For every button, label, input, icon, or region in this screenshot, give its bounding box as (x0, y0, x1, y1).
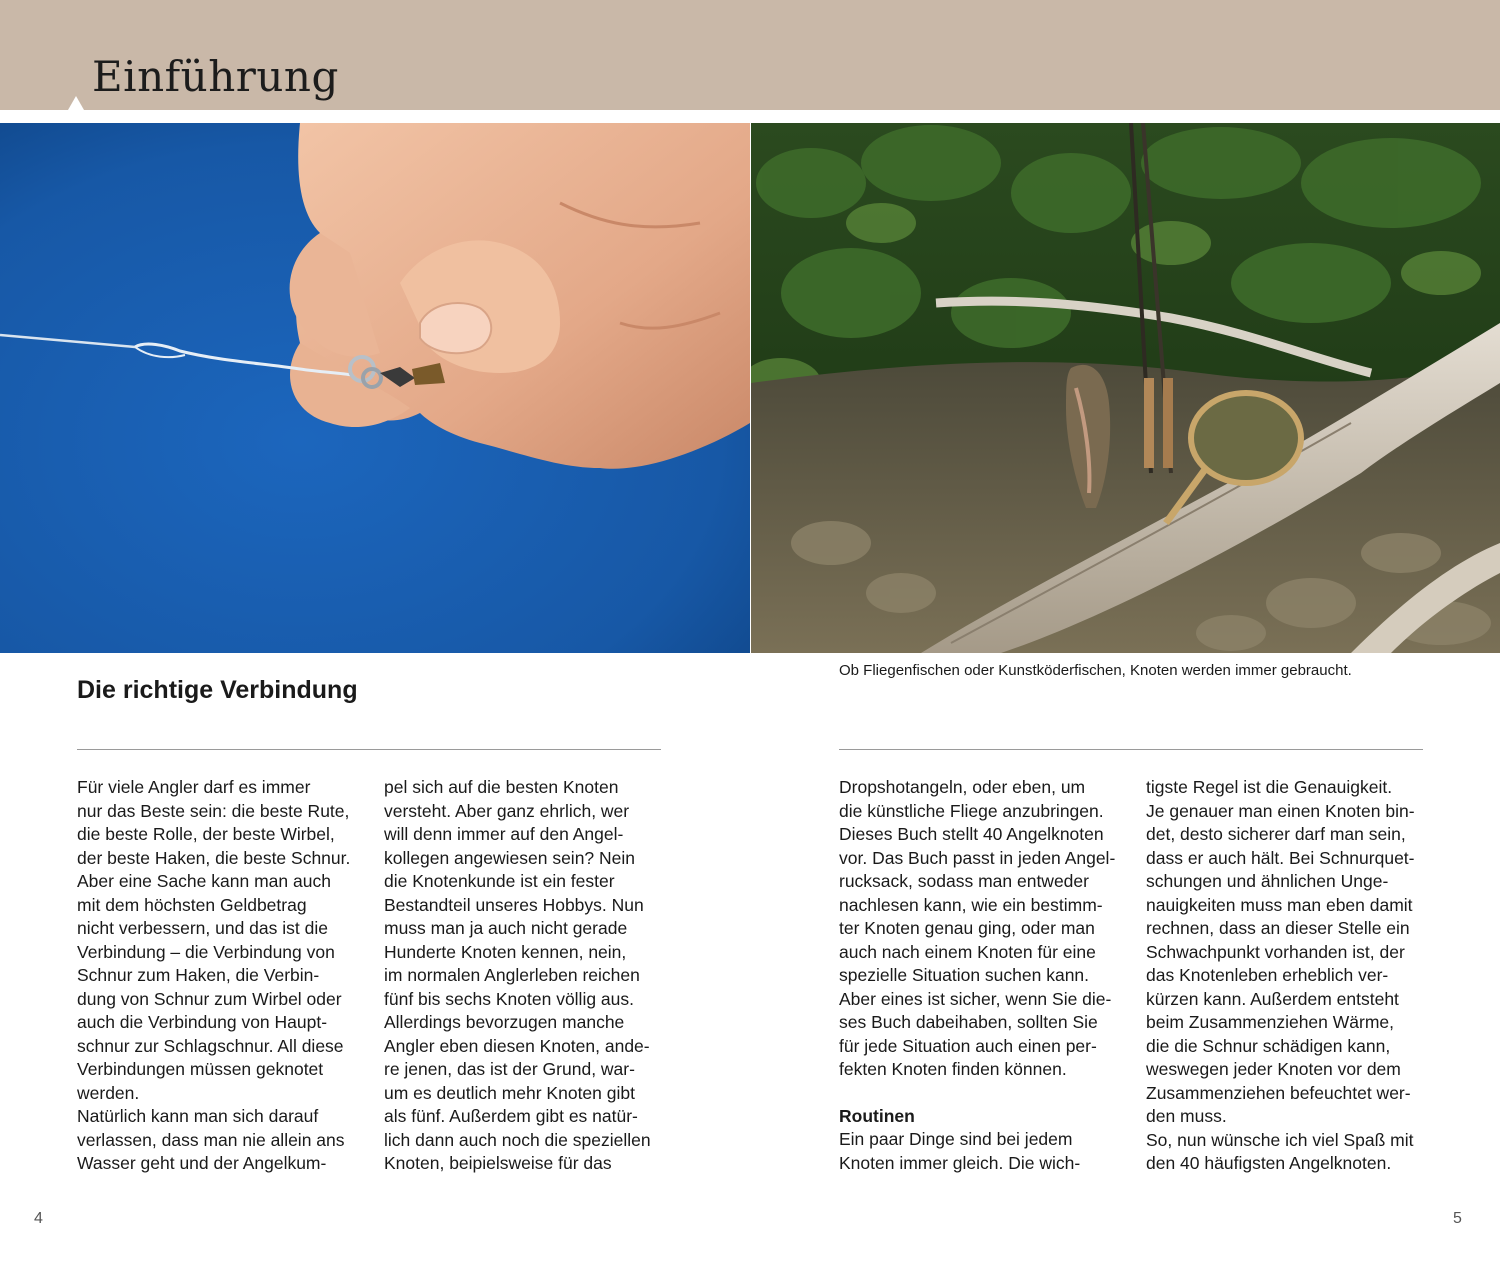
text-line: nachlesen kann, wie ein bestimm- (839, 894, 1103, 915)
text-line: So, nun wünsche ich viel Spaß mit (1146, 1129, 1414, 1150)
section-title: Die richtige Verbindung (77, 676, 358, 704)
text-line: Ein paar Dinge sind bei jedem (839, 1129, 1073, 1149)
text-line: nauigkeiten muss man eben damit (1146, 894, 1413, 915)
text-line: auch nach einem Knoten für eine (839, 941, 1096, 962)
header-notch (68, 96, 84, 110)
text-line: Knoten immer gleich. Die wich- (839, 1152, 1081, 1173)
text-line: rucksack, sodass man entweder (839, 871, 1089, 891)
text-line: Für viele Angler darf es immer (77, 777, 311, 797)
text-line: ses Buch dabeihaben, sollten Sie (839, 1012, 1098, 1032)
page-number-left: 4 (34, 1210, 43, 1227)
chapter-title: Einführung (92, 52, 339, 101)
page-number-right: 5 (1453, 1210, 1462, 1227)
text-line: für jede Situation auch einen per- (839, 1035, 1097, 1056)
text-line: vor. Das Buch passt in jeden Angel- (839, 847, 1116, 868)
text-line: Dieses Buch stellt 40 Angelknoten (839, 824, 1104, 844)
text-line: mit dem höchsten Geldbetrag (77, 894, 307, 915)
text-line: ter Knoten genau ging, oder man (839, 918, 1095, 938)
text-line: die die Schnur schädigen kann, (1146, 1035, 1391, 1056)
text-line: Allerdings bevorzugen manche (384, 1012, 625, 1032)
text-line: re jenen, das ist der Grund, war- (384, 1059, 635, 1079)
text-line: Hunderte Knoten kennen, nein, (384, 941, 627, 962)
text-line: Dropshotangeln, oder eben, um (839, 777, 1086, 797)
divider-right (839, 749, 1423, 750)
text-line: weswegen jeder Knoten vor dem (1146, 1059, 1401, 1079)
text-line: nur das Beste sein: die beste Rute, (77, 800, 350, 821)
text-line: Knoten, beipielsweise für das (384, 1153, 612, 1173)
text-line: die Knotenkunde ist ein fester (384, 871, 615, 891)
text-line: den 40 häufigsten Angelknoten. (1146, 1153, 1392, 1173)
text-line: um es deutlich mehr Knoten gibt (384, 1082, 635, 1103)
text-line: tigste Regel ist die Genauigkeit. (1146, 777, 1393, 797)
text-line: Schnur zum Haken, die Verbin- (77, 965, 320, 985)
text-line: muss man ja auch nicht gerade (384, 918, 628, 938)
photo-caption: Ob Fliegenfischen oder Kunstköderfischen, Knoten werden immer gebraucht. (839, 662, 1352, 679)
text-line: Schwachpunkt vorhanden ist, der (1146, 941, 1405, 962)
text-line: dung von Schnur zum Wirbel oder (77, 988, 342, 1009)
text-line: dass er auch hält. Bei Schnurquet- (1146, 847, 1415, 868)
text-line: spezielle Situation suchen kann. (839, 965, 1090, 985)
text-line: das Knotenleben erheblich ver- (1146, 965, 1389, 985)
text-line: kürzen kann. Außerdem entsteht (1146, 988, 1399, 1009)
fishing-log-photo (751, 123, 1500, 653)
text-line: der beste Haken, die beste Schnur. (77, 847, 351, 868)
text-line: kollegen angewiesen sein? Nein (384, 847, 636, 868)
text-column-1 (77, 776, 362, 1176)
text-line: werden. (77, 1082, 140, 1103)
divider-left (77, 749, 661, 750)
text-line: will denn immer auf den Angel- (384, 824, 624, 844)
hand-swivel-photo (0, 123, 750, 653)
text-column-4 (1146, 776, 1431, 1176)
text-line: det, desto sicherer darf man sein, (1146, 824, 1406, 844)
text-line: fünf bis sechs Knoten völlig aus. (384, 988, 635, 1009)
text-line: Wasser geht und der Angelkum- (77, 1153, 327, 1173)
text-line: Zusammenziehen befeuchtet wer- (1146, 1082, 1411, 1103)
text-line: als fünf. Außerdem gibt es natür- (384, 1106, 638, 1126)
text-line: Verbindung – die Verbindung von (77, 941, 335, 962)
text-line: schungen und ähnlichen Unge- (1146, 871, 1389, 891)
text-line: die beste Rolle, der beste Wirbel, (77, 824, 335, 844)
text-line: im normalen Anglerleben reichen (384, 965, 640, 985)
text-line: Aber eine Sache kann man auch (77, 871, 331, 891)
text-column-2 (384, 776, 669, 1176)
text-line: lich dann auch noch die speziellen (384, 1129, 651, 1150)
text-line: verlassen, dass man nie allein ans (77, 1129, 345, 1150)
text-line: fekten Knoten finden können. (839, 1059, 1067, 1079)
text-line: Bestandteil unseres Hobbys. Nun (384, 894, 644, 915)
text-line: Verbindungen müssen geknotet (77, 1059, 324, 1079)
text-line: rechnen, dass an dieser Stelle ein (1146, 918, 1410, 938)
text-line: Angler eben diesen Knoten, ande- (384, 1035, 650, 1056)
text-line: den muss. (1146, 1106, 1227, 1126)
text-line: versteht. Aber ganz ehrlich, wer (384, 800, 630, 821)
text-line: nicht verbessern, und das ist die (77, 918, 328, 938)
text-line: Aber eines ist sicher, wenn Sie die- (839, 988, 1112, 1009)
text-line: die künstliche Fliege anzubringen. (839, 800, 1104, 821)
text-line: Natürlich kann man sich darauf (77, 1106, 319, 1126)
text-line: auch die Verbindung von Haupt- (77, 1012, 328, 1032)
subheading-routinen: Routinen (839, 1105, 915, 1126)
text-line: Je genauer man einen Knoten bin- (1146, 800, 1415, 821)
text-line: schnur zur Schlagschnur. All diese (77, 1035, 344, 1056)
text-line: pel sich auf die besten Knoten (384, 777, 619, 797)
text-line: beim Zusammenziehen Wärme, (1146, 1012, 1394, 1032)
text-column-3 (839, 776, 1124, 1175)
